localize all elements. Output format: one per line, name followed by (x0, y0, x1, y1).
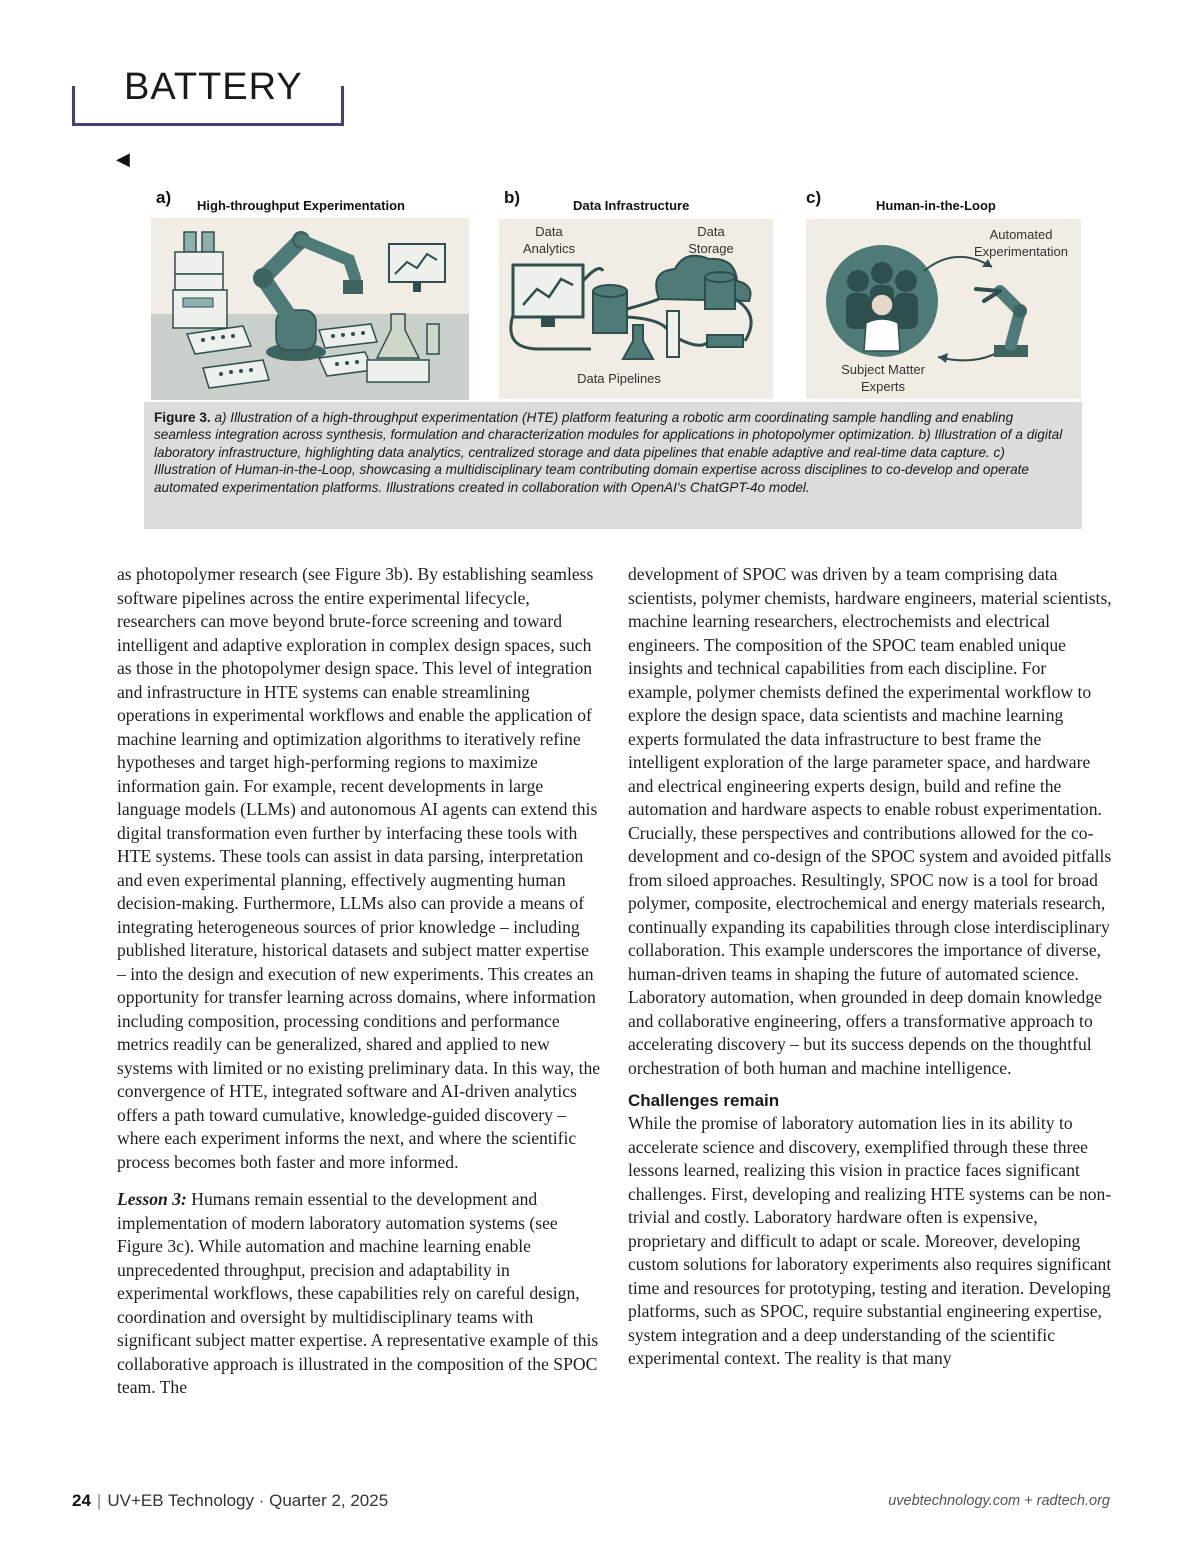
left-column (117, 563, 602, 1400)
label-analytics: Analytics (522, 241, 576, 256)
panel-c-title: Human-in-the-Loop (876, 198, 996, 213)
footer-websites: uvebtechnology.com + radtech.org (888, 1493, 1110, 1509)
lesson-text: Humans remain essential to the development and implementation of modern laboratory automation systems (see Figure 3c). While automation and machine learning enable unprecedented throughput, precision and adaptability in experimental workflows, these capabilities rely on careful design, coordination and oversight by multidisciplinary teams with significant subject matter expertise. A representative example of this collaborative approach is illustrated in the composition of the SPOC team. The (117, 1189, 599, 1397)
caption-text: a) Illustration of a high-throughput experimentation (HTE) platform featuring a robotic arm coordinating sample handling and enabling seamless integration across synthesis, formulation and characterization modules for applications in photopolymer optimization. b) Illustration of a digital laboratory infrastructure, highlighting data analytics, centralized storage and data pipelines that enable adaptive and real-time data capture. c) Illustration of Human-in-the-Loop, showcasing a multidisciplinary team contributing domain expertise across disciplines to co-develop and operate automated experimentation platforms. Illustrations created in collaboration with OpenAI's ChatGPT-4o model. (154, 410, 1063, 495)
label-data-pipelines: Data Pipelines (577, 371, 661, 386)
panel-a-letter: a) (156, 188, 172, 207)
human-in-the-loop-illustration (806, 219, 1081, 399)
panel-b-title: Data Infrastructure (573, 198, 690, 213)
right-paragraph-2: While the promise of laboratory automation lies in its ability to accelerate science and discovery, exemplified through these three lessons learned, realizing this vision in practice faces significant challenges. First, developing and realizing HTE systems can be non-trivial and costly. Laboratory hardware often is expensive, proprietary and difficult to adapt or scale. Moreover, developing custom solutions for laboratory experiments also requires significant time and resources for prototyping, testing and iteration. Developing platforms, such as SPOC, require substantial engineering expertise, system integration and a deep understanding of the scientific experimental context. The reality is that many (628, 1113, 1112, 1368)
figure-caption (144, 402, 1082, 529)
left-paragraph-2 (117, 1188, 602, 1400)
caption-label: Figure 3. (154, 410, 211, 425)
back-arrow-icon[interactable]: ◀ (116, 149, 130, 170)
publication-name: UV+EB Technology · Quarter 2, 2025 (107, 1491, 389, 1510)
section-subheading: Challenges remain (628, 1091, 780, 1110)
panel-c-letter: c) (806, 188, 822, 207)
label-experimentation: Experimentation (974, 244, 1068, 259)
page-number: 24 (72, 1491, 91, 1510)
label-subject-matter: Subject Matter (841, 362, 925, 377)
label-storage: Storage (688, 241, 734, 256)
footer-separator: | (96, 1491, 102, 1510)
data-infrastructure-illustration (499, 219, 773, 399)
panel-b-letter: b) (504, 188, 521, 207)
panel-a-title: High-throughput Experimentation (197, 198, 405, 213)
right-column (628, 563, 1113, 1371)
left-paragraph-1: as photopolymer research (see Figure 3b). By establishing seamless software pipelines across the entire experimental lifecycle, researchers can move beyond brute-force screening and toward intelligent and adaptive exploration in complex design spaces, such as those in the photopolymer design space. This level of integration and infrastructure in HTE systems can enable streamlining operations in experimental workflows and enable the application of machine learning and optimization algorithms to iteratively refine hypotheses and target high-performing regions to maximize information gain. For example, recent developments in large language models (LLMs) and autonomous AI agents can extend this digital transformation even further by interfacing these tools with HTE systems. These tools can assist in data parsing, interpretation and even experimental planning, effectively augmenting human decision-making. Furthermore, LLMs also can provide a means of integrating heterogeneous sources of prior knowledge – including published literature, historical datasets and subject matter expertise – into the design and execution of new experiments. This creates an opportunity for transfer learning across domains, where information including composition, processing conditions and performance metrics readily can be generalized, shared and applied to new systems with limited or no existing preliminary data. In this way, the convergence of HTE, integrated software and AI-driven analytics offers a path toward cumulative, knowledge-guided discovery – where each experiment informs the next, and where the scientific process becomes both faster and more informed. (117, 564, 601, 1172)
label-experts: Experts (860, 379, 906, 394)
right-paragraph-1: development of SPOC was driven by a team comprising data scientists, polymer chemists, hardware engineers, material scientists, machine learning researchers, electrochemists and electrical engineers. The composition of the SPOC team enabled unique insights and technical capabilities from each discipline. For example, polymer chemists defined the experimental workflow to explore the design space, data scientists and machine learning experts formulated the data infrastructure to best frame the intelligent exploration of the large parameter space, and hardware and electrical engineering experts design, build and refine the automation and hardware aspects to enable robust experimentation. Crucially, these perspectives and contributions allowed for the co-development and co-design of the SPOC system and avoided pitfalls from siloed approaches. Resultingly, SPOC now is a tool for broad polymer, composite, electrochemical and energy materials research, continually expanding its capabilities through close interdisciplinary collaboration. This example underscores the importance of diverse, human-driven teams in shaping the future of automated science. Laboratory automation, when grounded in deep domain knowledge and collaborative engineering, offers a transformative approach to accelerating discovery – but its success depends on the thoughtful orchestration of both human and machine intelligence. (628, 564, 1112, 1078)
label-automated: Automated (989, 227, 1053, 242)
lesson-label: Lesson 3: (117, 1189, 187, 1209)
label-data-2: Data (697, 224, 725, 239)
section-header (72, 66, 344, 126)
hte-illustration (151, 218, 469, 400)
label-data-1: Data (535, 224, 563, 239)
section-title: BATTERY (124, 66, 303, 108)
footer-left (72, 1491, 388, 1511)
